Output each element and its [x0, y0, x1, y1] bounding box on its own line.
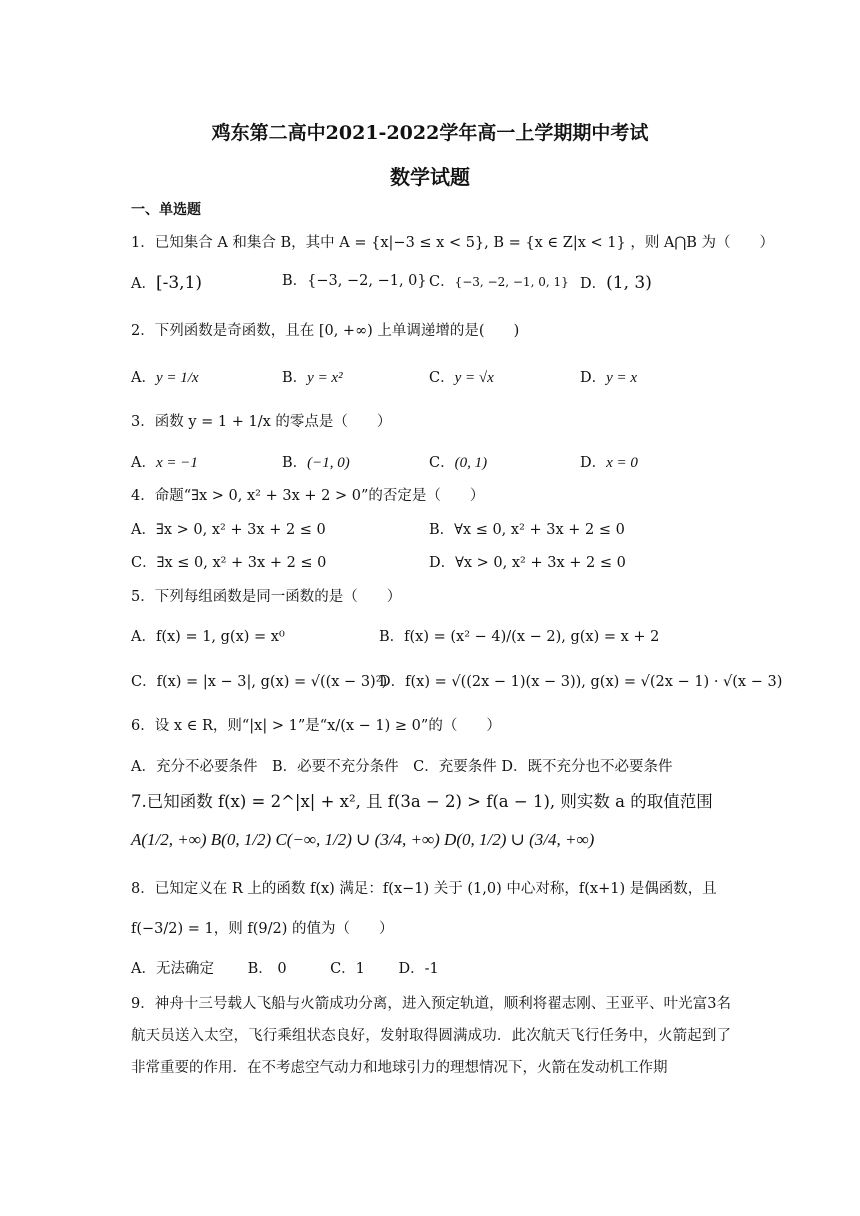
q1-option-b: B．{−3, −2, −1, 0} [282, 273, 427, 289]
q1-option-a-value: [-3,1) [155, 273, 203, 293]
q2-option-a-value: y = 1/x [155, 370, 199, 386]
q2-option-c: C．y = √x [429, 370, 494, 386]
q7-stem: 7.已知函数 f(x) = 2^|x| + x², 且 f(3a − 2) > f(a − 1), 则实数 a 的取值范围 [131, 792, 713, 811]
q1-option-a: A．[-3,1) [131, 273, 203, 293]
q3-option-d: D．x = 0 [580, 455, 638, 471]
q2-option-d: D．y = x [580, 370, 638, 386]
section-heading: 一、单选题 [131, 202, 201, 218]
q5-option-c: C．f(x) = |x − 3|, g(x) = √((x − 3)²) [131, 674, 388, 690]
q2-option-b-value: y = x² [307, 370, 343, 386]
q1-option-b-value: {−3, −2, −1, 0} [307, 273, 427, 289]
q3-option-c-value: (0, 1) [454, 455, 488, 471]
q2-option-a: A．y = 1/x [131, 370, 199, 386]
q1-option-d: D．(1, 3) [580, 273, 652, 293]
q2-option-c-value: y = √x [454, 370, 494, 386]
q8-stem-line2: f(−3/2) = 1，则 f(9/2) 的值为（ ） [131, 921, 394, 937]
page-title: 鸡东第二高中2021-2022学年高一上学期期中考试 [211, 122, 649, 144]
q4-option-c: C．∃x ≤ 0, x² + 3x + 2 ≤ 0 [131, 555, 327, 571]
q3-stem: 3．函数 y = 1 + 1/x 的零点是（ ） [131, 414, 392, 430]
q5-option-a: A．f(x) = 1, g(x) = x⁰ [131, 629, 285, 645]
q4-option-a: A．∃x > 0, x² + 3x + 2 ≤ 0 [131, 522, 326, 538]
q2-option-b: B．y = x² [282, 370, 343, 386]
q3-option-a: A．x = −1 [131, 455, 198, 471]
q6-options: A．充分不必要条件 B．必要不充分条件 C．充要条件 D．既不充分也不必要条件 [131, 759, 673, 775]
q2-stem: 2．下列函数是奇函数，且在 [0, +∞) 上单调递增的是( ) [131, 323, 520, 339]
q2-option-d-value: y = x [606, 370, 638, 386]
q6-stem: 6．设 x ∈ R，则“|x| > 1”是“x/(x − 1) ≥ 0”的（ ） [131, 718, 501, 734]
q5-stem: 5．下列每组函数是同一函数的是（ ） [131, 589, 402, 605]
q3-option-a-value: x = −1 [155, 455, 198, 471]
q8-stem-line1: 8．已知定义在 R 上的函数 f(x) 满足：f(x−1) 关于 (1,0) 中心对称，f(x+1) 是偶函数，且 [131, 881, 717, 897]
q7-options: A(1/2, +∞) B(0, 1/2) C(−∞, 1/2) ∪ (3/4, +∞) D(0, 1/2) ∪ (3/4, +∞) [131, 830, 595, 849]
q5-option-b: B．f(x) = (x² − 4)/(x − 2), g(x) = x + 2 [379, 629, 660, 645]
q1-stem: 1．已知集合 A 和集合 B，其中 A = {x|−3 ≤ x < 5}, B = {x ∈ Z|x < 1} ，则 A⋂B 为（ ） [131, 235, 775, 251]
q1-option-c: C．{−3, −2, −1, 0, 1} [429, 274, 569, 290]
q3-option-b-value: (−1, 0) [307, 455, 350, 471]
q3-option-b: B．(−1, 0) [282, 455, 350, 471]
q3-option-d-value: x = 0 [606, 455, 638, 471]
q8-options: A．无法确定 B． 0 C．1 D．-1 [131, 961, 439, 977]
q5-option-d: D．f(x) = √((2x − 1)(x − 3)), g(x) = √(2x − 1) · √(x − 3) [379, 674, 783, 690]
q3-option-c: C．(0, 1) [429, 455, 488, 471]
q9-paragraph: 9．神舟十三号载人飞船与火箭成功分离，进入预定轨道，顺利将翟志刚、王亚平、叶光富3名航天员送入太空，飞行乘组状态良好，发射取得圆满成功．此次航天飞行任务中，火箭起到了非常重要的作用．在不考虑空气动力和地球引力的理想情况下，火箭在发动机工作期 [131, 996, 731, 1076]
q4-option-d: D．∀x > 0, x² + 3x + 2 ≤ 0 [429, 555, 626, 571]
q1-option-d-value: (1, 3) [606, 273, 652, 293]
q4-stem: 4．命题“∃x > 0, x² + 3x + 2 > 0”的否定是（ ） [131, 488, 485, 504]
q1-option-c-value: {−3, −2, −1, 0, 1} [454, 275, 569, 289]
page-subtitle: 数学试题 [390, 165, 470, 189]
q4-option-b: B．∀x ≤ 0, x² + 3x + 2 ≤ 0 [429, 522, 625, 538]
